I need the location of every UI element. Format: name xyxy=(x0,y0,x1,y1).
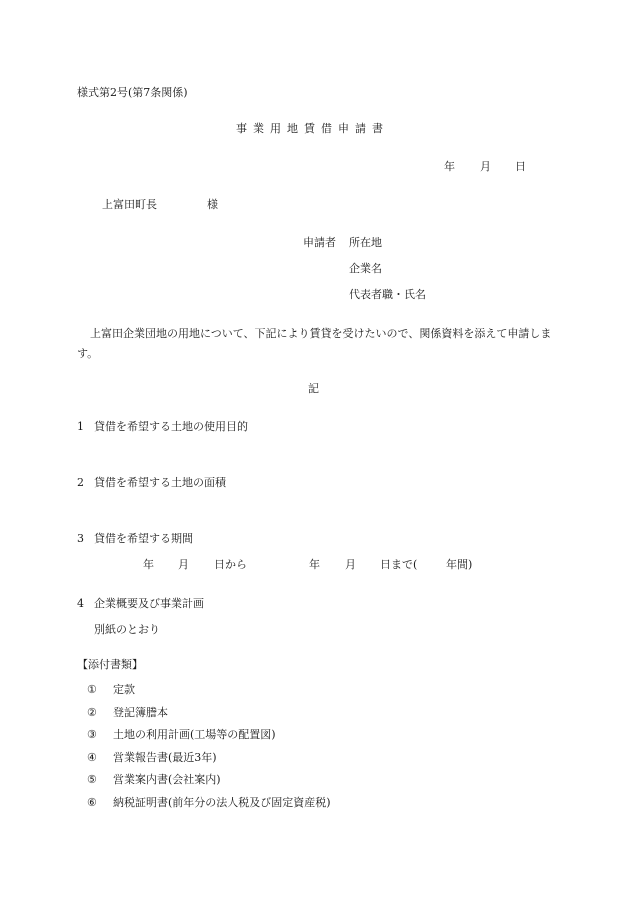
item-number: 1 xyxy=(77,420,84,433)
period-month-2: 月 xyxy=(345,558,356,571)
item-label: 納税証明書(前年分の法人税及び固定資産税) xyxy=(113,796,331,809)
item-label: 営業報告書(最近3年) xyxy=(113,751,217,764)
applicant-representative-label: 代表者職・氏名 xyxy=(349,288,426,301)
applicant-label: 申請者 xyxy=(303,236,336,249)
ki-heading: 記 xyxy=(308,382,319,395)
item-number: 4 xyxy=(77,597,84,610)
application-body-text: 上富田企業団地の用地について、下記により賃貸を受けたいので、関係資料を添えて申請します。 xyxy=(77,327,552,360)
item-number: ① xyxy=(87,683,97,696)
item-number: ⑥ xyxy=(87,796,97,809)
item-4-note: 別紙のとおり xyxy=(94,623,160,636)
period-years: 年間) xyxy=(446,558,473,571)
list-item xyxy=(87,774,221,785)
attachments-heading: 【添付書類】 xyxy=(77,658,143,671)
period-month-1: 月 xyxy=(178,558,189,571)
period-year-2: 年 xyxy=(309,558,320,571)
item-number: ③ xyxy=(87,728,97,741)
recipient-honorific: 様 xyxy=(207,198,218,211)
list-item xyxy=(87,707,168,718)
item-number: ⑤ xyxy=(87,773,97,786)
period-day-from: 日から xyxy=(214,558,247,571)
item-label: 貸借を希望する土地の面積 xyxy=(94,476,226,489)
date-day-label: 日 xyxy=(515,160,526,173)
recipient-name: 上富田町長 xyxy=(102,198,157,211)
period-day-until: 日まで( xyxy=(380,558,418,571)
item-1 xyxy=(77,420,248,433)
list-item xyxy=(87,729,276,740)
item-label: 定款 xyxy=(113,683,135,696)
form-number: 様式第2号(第7条関係) xyxy=(77,86,188,99)
item-label: 貸借を希望する期間 xyxy=(94,532,193,545)
item-3 xyxy=(77,532,193,545)
date-year-label: 年 xyxy=(444,160,455,173)
item-number: 2 xyxy=(77,476,84,489)
item-4 xyxy=(77,597,204,610)
date-month-label: 月 xyxy=(480,160,491,173)
item-label: 営業案内書(会社案内) xyxy=(113,773,221,786)
item-label: 貸借を希望する土地の使用目的 xyxy=(94,420,248,433)
item-label: 登記簿謄本 xyxy=(113,706,168,719)
period-year-1: 年 xyxy=(143,558,154,571)
item-number: 3 xyxy=(77,532,84,545)
item-label: 土地の利用計画(工場等の配置図) xyxy=(113,728,276,741)
item-2 xyxy=(77,476,226,489)
item-number: ② xyxy=(87,706,97,719)
list-item xyxy=(87,684,135,695)
document-title: 事業用地賃借申請書 xyxy=(236,122,389,135)
list-item xyxy=(87,752,217,763)
applicant-company-label: 企業名 xyxy=(349,262,382,275)
item-label: 企業概要及び事業計画 xyxy=(94,597,204,610)
item-number: ④ xyxy=(87,751,97,764)
applicant-address-label: 所在地 xyxy=(349,236,382,249)
list-item xyxy=(87,797,331,808)
